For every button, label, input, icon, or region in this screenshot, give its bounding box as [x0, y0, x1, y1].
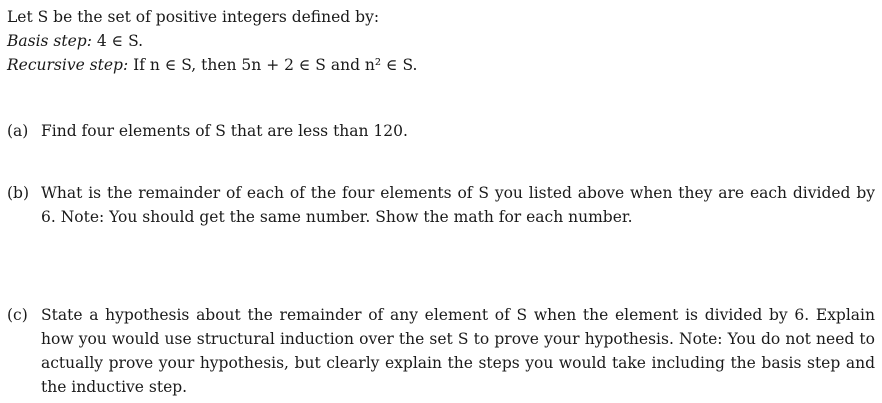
part-b [7, 181, 875, 229]
part-c [7, 303, 875, 399]
part-c-text: State a hypothesis about the remainder of any element of S when the element is divided by 6. Explain how you would use structural induction over the set S to prove your hypothesis. Note: You do not need to actually prove your hypothesis, but clearly explain the steps you would take including the basis step and the inductive step. [41, 306, 875, 396]
basis-step-label: Basis step: [7, 32, 92, 50]
recursive-step-text: If n ∈ S, then 5n + 2 ∈ S and n² ∈ S. [133, 56, 418, 74]
part-b-label: (b) [7, 184, 30, 202]
basis-step-text: 4 ∈ S. [96, 32, 144, 50]
part-a [7, 119, 875, 143]
part-c-label: (c) [7, 306, 28, 324]
part-a-label: (a) [7, 122, 29, 140]
part-a-text: Find four elements of S that are less than 120. [41, 122, 408, 140]
recursive-step [7, 55, 417, 75]
recursive-step-label: Recursive step: [7, 56, 129, 74]
part-b-text: What is the remainder of each of the four elements of S you listed above when they are each divided by 6. Note: You should get the same number. Show the math for each number. [41, 184, 875, 226]
intro-definition: Let S be the set of positive integers defined by: [7, 8, 380, 26]
basis-step [7, 31, 143, 51]
